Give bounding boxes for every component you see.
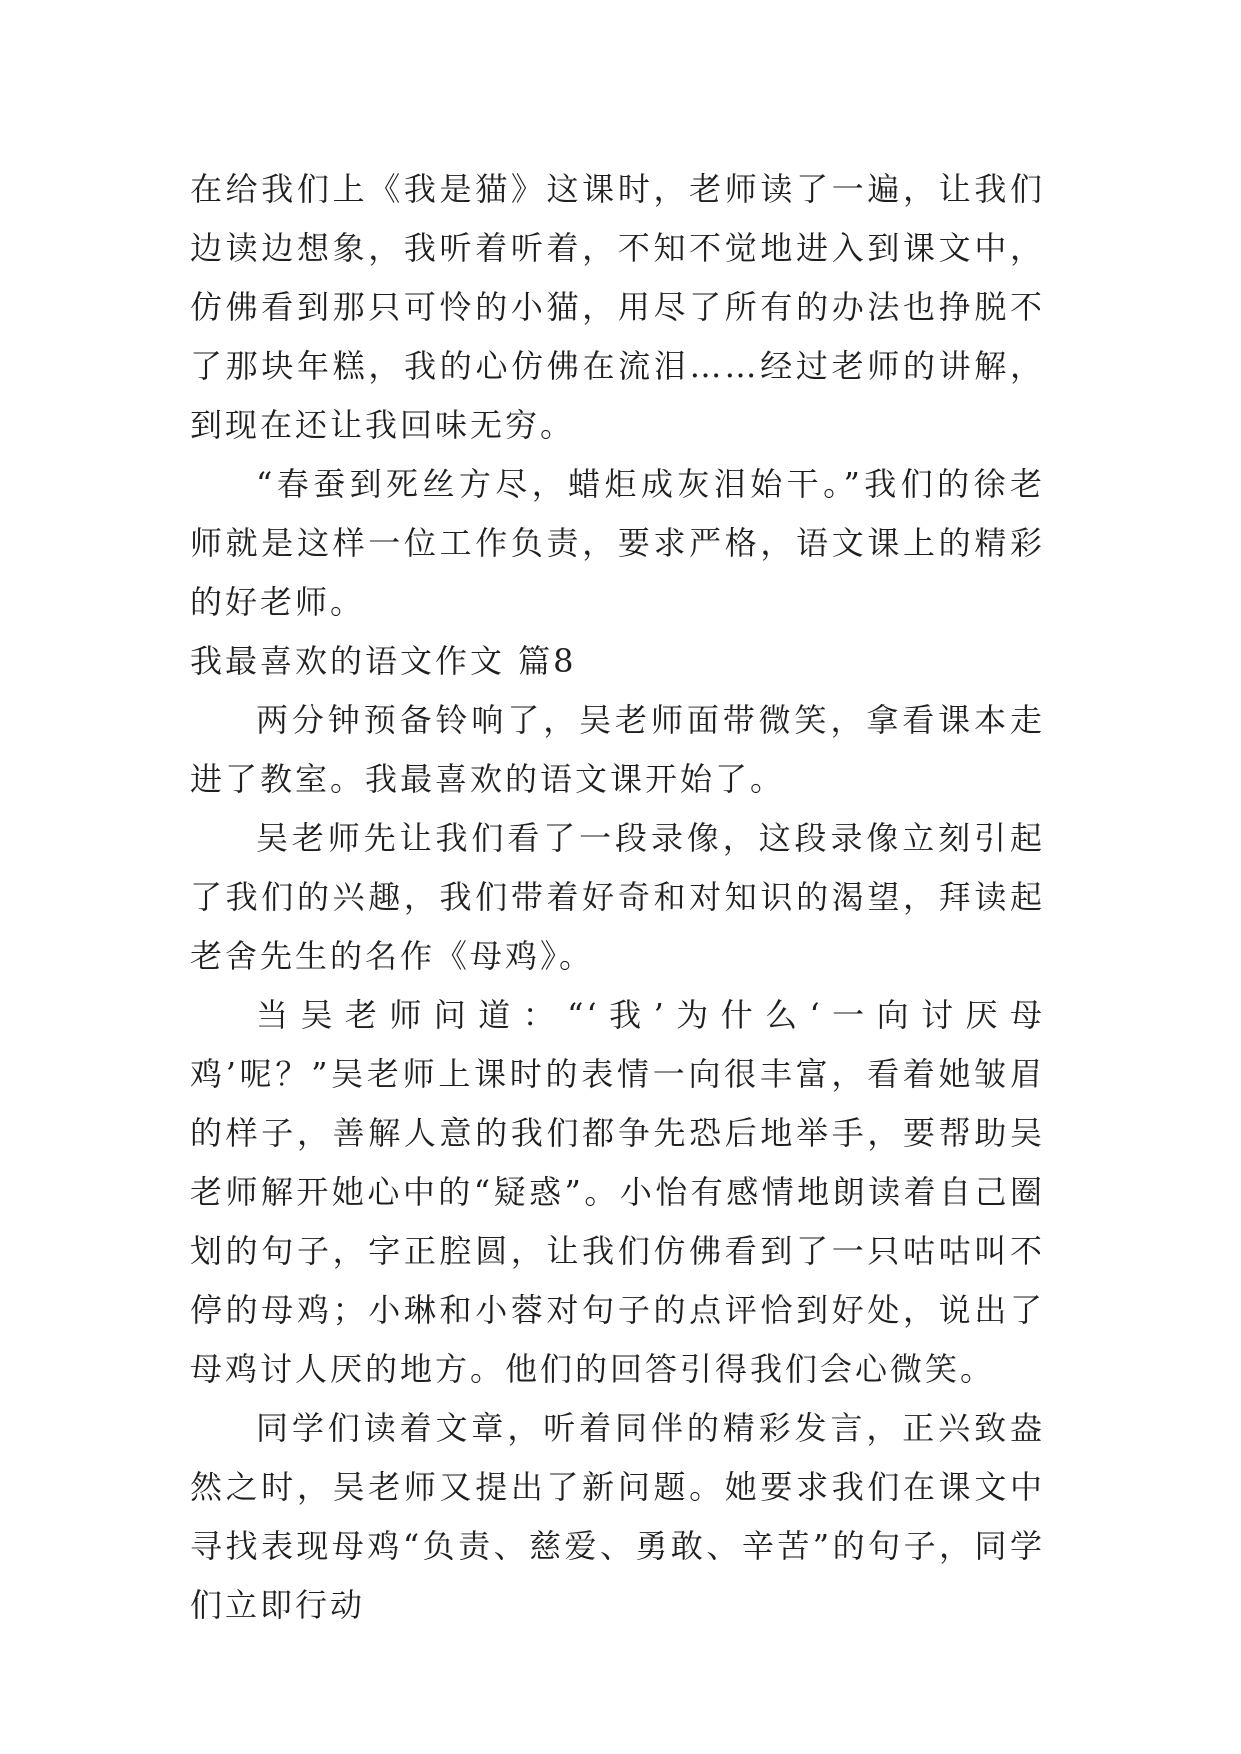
paragraph-video: 吴老师先让我们看了一段录像，这段录像立刻引起了我们的兴趣，我们带着好奇和对知识的渴望，拜读起老舍先生的名作《母鸡》。 — [190, 819, 1045, 975]
paragraph-question: 当吴老师问道：“‘我’为什么‘一向讨厌母鸡’呢？”吴老师上课时的表情一向很丰富，看着她皱眉的样子，善解人意的我们都争先恐后地举手，要帮助吴老师解开她心中的“疑惑”。小怡有感情地朗读着自己圈划的句子，字正腔圆，让我们仿佛看到了一只咕咕叫不停的母鸡；小琳和小蓉对句子的点评恰到好处，说出了母鸡讨人厌的地方。他们的回答引得我们会心微笑。 — [190, 996, 1045, 1388]
paragraph-cat-lesson: 在给我们上《我是猫》这课时，老师读了一遍，让我们边读边想象，我听着听着，不知不觉地进入到课文中，仿佛看到那只可怜的小猫，用尽了所有的办法也挣脱不了那块年糕，我的心仿佛在流泪……经过老师的讲解，到现在还让我回味无穷。 — [190, 170, 1045, 444]
section-heading: 我最喜欢的语文作文 篇8 — [190, 642, 577, 680]
paragraph-bell-rings: 两分钟预备铃响了，吴老师面带微笑，拿看课本走进了教室。我最喜欢的语文课开始了。 — [190, 701, 1045, 798]
document-body — [190, 160, 1045, 1635]
paragraph-teacher-xu: “春蚕到死丝方尽，蜡炬成灰泪始干。”我们的徐老师就是这样一位工作负责，要求严格，语文课上的精彩的好老师。 — [190, 465, 1045, 621]
paragraph-new-question: 同学们读着文章，听着同伴的精彩发言，正兴致盎然之时，吴老师又提出了新问题。她要求我们在课文中寻找表现母鸡“负责、慈爱、勇敢、辛苦”的句子，同学们立即行动 — [190, 1409, 1045, 1624]
